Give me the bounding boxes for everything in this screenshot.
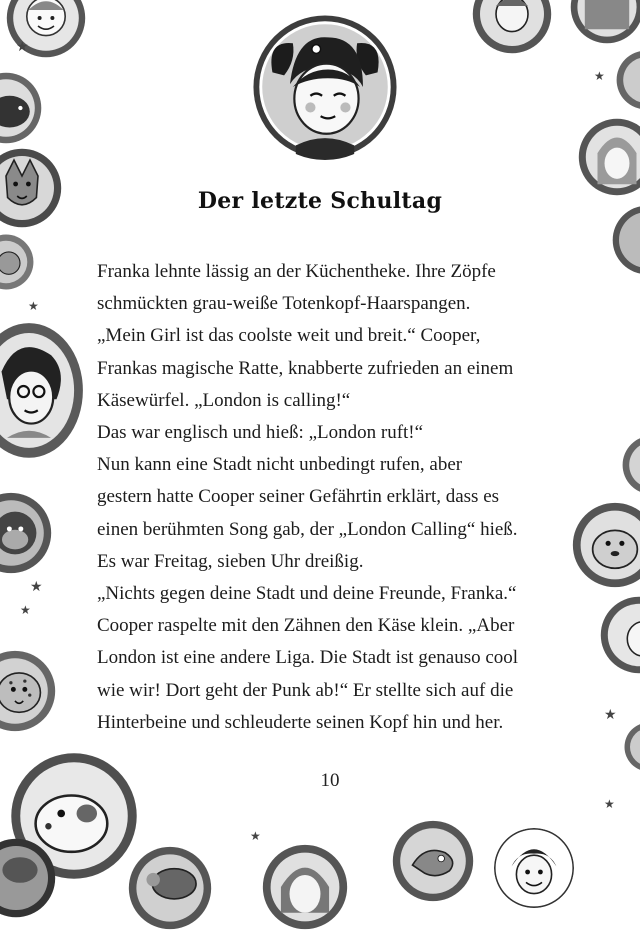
monkey-medallion-left [0, 492, 52, 574]
boy-medallion-top-right [472, 0, 552, 54]
star-decoration: ★ [16, 40, 29, 54]
text-line: Franka lehnte lässig an der Küchentheke. Ihre Zöpfe [97, 256, 567, 288]
girl-with-pigtails-portrait [252, 14, 398, 160]
chapter-body-text [97, 256, 567, 739]
girl-medallion-top-right-corner [570, 0, 640, 44]
turtle-medallion-bottom [128, 846, 212, 930]
boy-medallion-right-lower [600, 596, 640, 674]
text-line: wie wir! Dort geht der Punk ab!“ Er stellte sich auf die [97, 675, 567, 707]
star-decoration: ★ [250, 830, 261, 842]
animal-medallion-right-lower [622, 435, 640, 495]
star-decoration: ★ [594, 70, 605, 82]
text-line: „Mein Girl ist das coolste weit und breit.“ Cooper, [97, 320, 567, 352]
text-line: Es war Freitag, sieben Uhr dreißig. [97, 546, 567, 578]
star-decoration: ★ [604, 798, 615, 810]
animal-medallion-right-middle [612, 205, 640, 275]
star-decoration: ★ [604, 708, 617, 722]
woman-with-glasses-medallion-left [0, 322, 84, 460]
text-line: Nun kann eine Stadt nicht unbedingt rufen, aber [97, 449, 567, 481]
cheetah-medallion-left [0, 650, 56, 732]
text-line: Hinterbeine und schleuderte seinen Kopf hin und her. [97, 707, 567, 739]
text-line: Käsewürfel. „London is calling!“ [97, 385, 567, 417]
star-decoration: ★ [28, 300, 39, 312]
text-line: gestern hatte Cooper seiner Gefährtin erklärt, dass es [97, 481, 567, 513]
girl-medallion-right [578, 118, 640, 196]
text-line: Das war englisch und hieß: „London ruft!“ [97, 417, 567, 449]
star-decoration: ★ [30, 580, 43, 594]
chapter-title: Der letzte Schultag [0, 188, 640, 214]
chameleon-medallion-bottom [392, 820, 474, 902]
text-line: „Nichts gegen deine Stadt und deine Freunde, Franka.“ [97, 578, 567, 610]
boy-medallion-bottom-right [494, 828, 574, 908]
text-line: einen berühmten Song gab, der „London Calling“ hieß. [97, 514, 567, 546]
page-number: 10 [0, 770, 640, 792]
text-line: Frankas magische Ratte, knabberte zufrieden an einem [97, 353, 567, 385]
text-line: Cooper raspelte mit den Zähnen den Käse klein. „Aber [97, 610, 567, 642]
text-line: London ist eine andere Liga. Die Stadt ist genauso cool [97, 642, 567, 674]
animal-medallion-right-bottom [624, 722, 640, 772]
animal-medallion-right-upper [616, 50, 640, 110]
dog-medallion-right [572, 502, 640, 588]
animal-medallion-left-upper [0, 72, 42, 144]
animal-medallion-left-middle [0, 234, 34, 290]
girl-medallion-bottom [262, 844, 348, 930]
star-decoration: ★ [20, 604, 31, 616]
text-line: schmückten grau-weiße Totenkopf-Haarspangen. [97, 288, 567, 320]
